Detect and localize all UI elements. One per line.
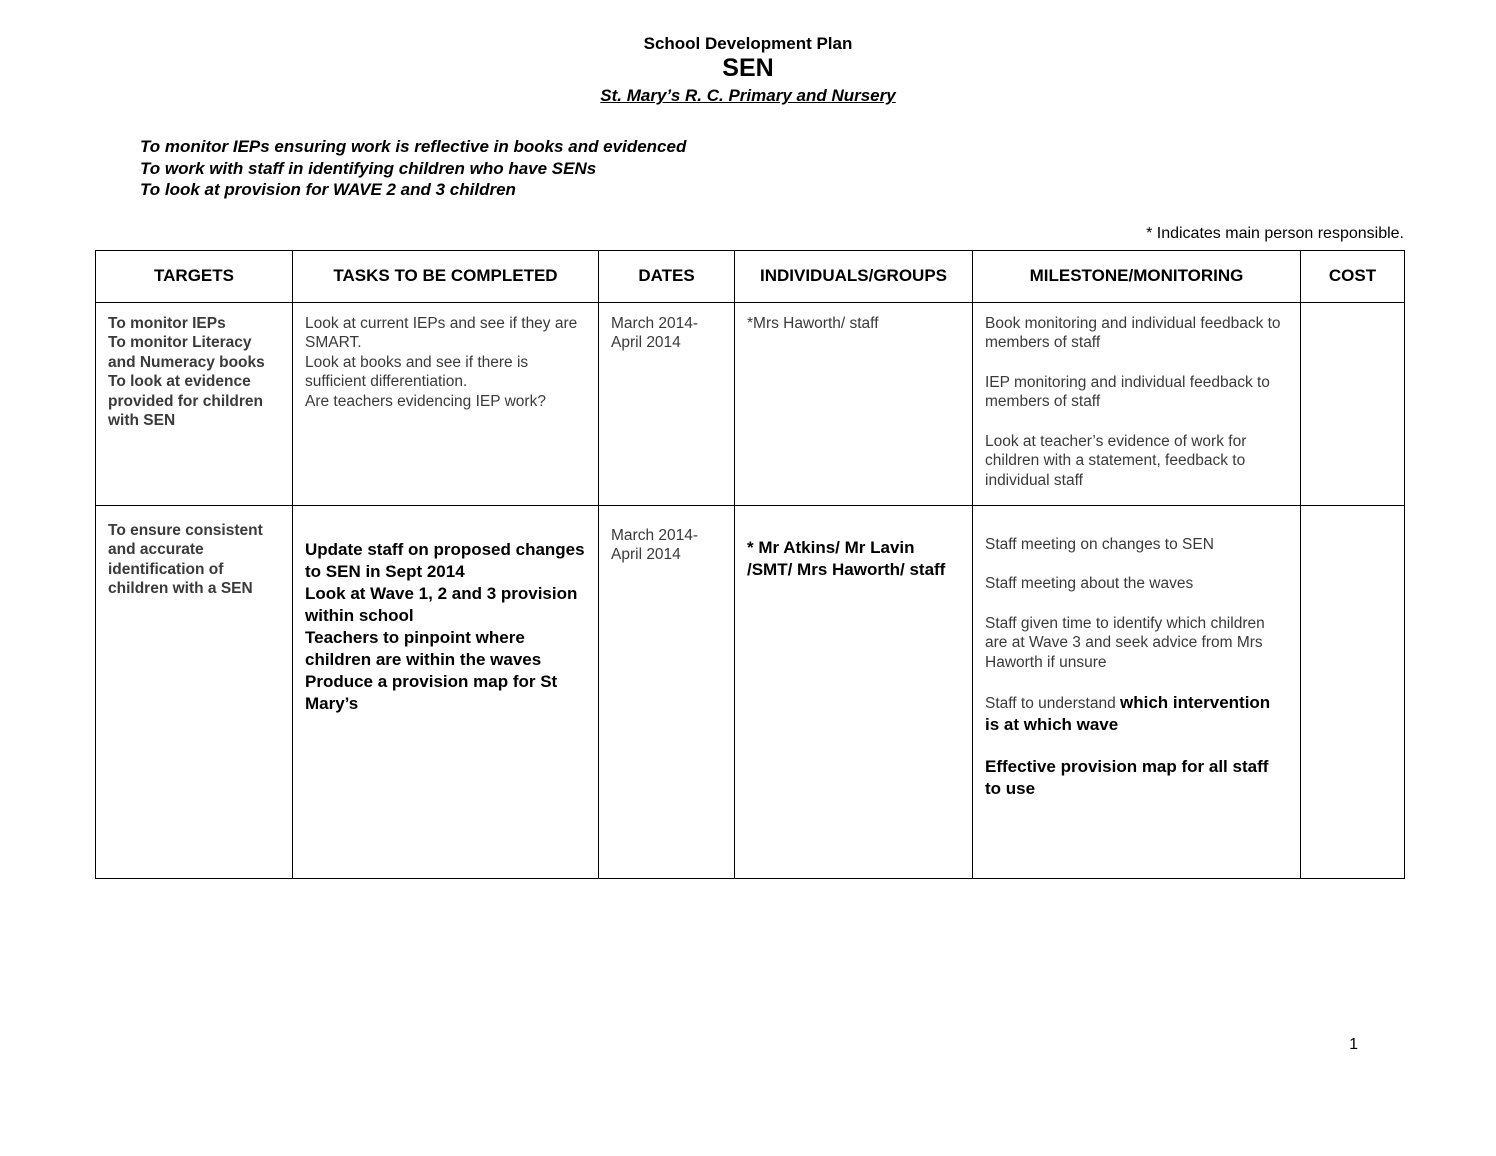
milestone-paragraph-mixed (985, 692, 1288, 736)
table-row (96, 302, 1405, 505)
milestone-text-normal: Staff to understand (985, 695, 1121, 712)
task-line: Look at current IEPs and see if they are SMART. (305, 314, 578, 351)
task-line: Teachers to pinpoint where children are within the waves (305, 627, 542, 669)
doc-school-name: St. Mary’s R. C. Primary and Nursery (600, 86, 896, 105)
milestone-paragraph: IEP monitoring and individual feedback to members of staff (985, 373, 1270, 410)
document-header (0, 0, 1496, 106)
col-header-individuals: INDIVIDUALS/GROUPS (735, 250, 973, 302)
date-line: March 2014- (611, 526, 699, 544)
row1-cost-cell (1301, 302, 1405, 505)
date-line: March 2014- (611, 314, 699, 332)
row2-cost-cell (1301, 505, 1405, 878)
table-row (96, 505, 1405, 878)
target-line: To look at evidence provided for children with SEN (108, 373, 264, 429)
row2-dates-cell (599, 505, 735, 878)
row1-dates-cell (599, 302, 735, 505)
milestone-text-bold: which intervention is at which wave (985, 693, 1271, 734)
date-line: April 2014 (611, 546, 681, 563)
col-header-cost: COST (1301, 250, 1405, 302)
task-line: Update staff on proposed changes to SEN in Sept 2014 (305, 539, 585, 581)
row1-milestone-cell (973, 302, 1301, 505)
row2-milestone-cell (973, 505, 1301, 878)
objectives-list (140, 136, 1496, 201)
milestone-paragraph: Look at teacher’s evidence of work for children with a statement, feedback to individual staff (985, 432, 1247, 489)
col-header-dates: DATES (599, 250, 735, 302)
task-line: Look at books and see if there is sufficient differentiation. (305, 353, 529, 390)
development-plan-table (95, 250, 1405, 879)
milestone-paragraph-bold: Effective provision map for all staff to use (985, 757, 1269, 798)
row2-individuals-cell (735, 505, 973, 878)
responsible-note: * Indicates main person responsible. (1146, 224, 1404, 242)
target-line: To ensure consistent and accurate identification of children with a SEN (108, 521, 263, 597)
row1-targets-cell (96, 302, 293, 505)
individuals-line: * Mr Atkins/ Mr Lavin (747, 537, 915, 557)
milestone-paragraph: Book monitoring and individual feedback to members of staff (985, 314, 1281, 351)
col-header-targets: TARGETS (96, 250, 293, 302)
page-number: 1 (1349, 1036, 1358, 1053)
individuals-line: /SMT/ Mrs Haworth/ staff (747, 559, 946, 579)
row1-individuals-cell (735, 302, 973, 505)
milestone-paragraph: Staff given time to identify which children are at Wave 3 and seek advice from Mrs Haworth if unsure (985, 614, 1265, 671)
objective-line: To monitor IEPs ensuring work is reflective in books and evidenced (140, 137, 687, 156)
milestone-paragraph: Staff meeting on changes to SEN (985, 535, 1214, 553)
objective-line: To look at provision for WAVE 2 and 3 children (140, 180, 516, 199)
table-header-row (96, 250, 1405, 302)
task-line: Produce a provision map for St Mary’s (305, 671, 558, 713)
milestone-paragraph: Staff meeting about the waves (985, 575, 1194, 592)
objective-line: To work with staff in identifying children who have SENs (140, 158, 597, 178)
row2-targets-cell (96, 505, 293, 878)
date-line: April 2014 (611, 334, 681, 351)
target-line: To monitor IEPs (108, 314, 226, 332)
row1-tasks-cell (293, 302, 599, 505)
col-header-tasks: TASKS TO BE COMPLETED (293, 250, 599, 302)
doc-subject: SEN (722, 54, 774, 82)
target-line: To monitor Literacy and Numeracy books (108, 334, 265, 371)
col-header-milestone: MILESTONE/MONITORING (973, 250, 1301, 302)
row2-tasks-cell (293, 505, 599, 878)
task-line: Look at Wave 1, 2 and 3 provision within school (305, 583, 578, 625)
individuals-line: *Mrs Haworth/ staff (747, 314, 879, 332)
doc-title: School Development Plan (643, 34, 853, 53)
task-line: Are teachers evidencing IEP work? (305, 392, 546, 410)
